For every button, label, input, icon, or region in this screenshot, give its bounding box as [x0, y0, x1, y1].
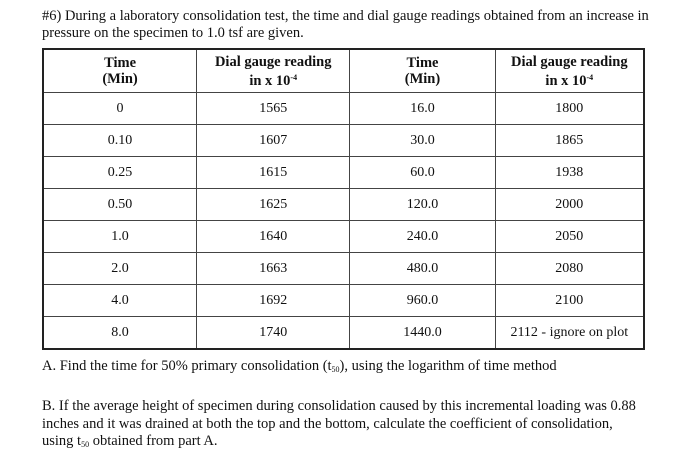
table-row: [43, 189, 644, 221]
data-table: [42, 48, 645, 350]
problem-statement: #6) During a laboratory consolidation test, the time and dial gauge readings obtained from an increase in pressure on the specimen to 1.0 tsf are given.: [42, 8, 649, 41]
table-cell: 960.0: [350, 285, 495, 317]
table-cell: 2080: [495, 253, 644, 285]
table-cell: 1740: [197, 317, 350, 350]
table-cell: 1615: [197, 157, 350, 189]
table-cell: 2000: [495, 189, 644, 221]
table-cell: 1440.0: [350, 317, 495, 350]
table-cell: 16.0: [350, 93, 495, 125]
table-cell: 1938: [495, 157, 644, 189]
table-cell: 1565: [197, 93, 350, 125]
table-row: [43, 285, 644, 317]
table-row: [43, 317, 644, 350]
table-row: [43, 157, 644, 189]
header-dial-1: Dial gauge reading in x $10^{-4}$: [197, 49, 350, 93]
table-cell: 8.0: [43, 317, 197, 350]
table-cell: 2100: [495, 285, 644, 317]
table-body: [43, 93, 644, 350]
table-cell: 2.0: [43, 253, 197, 285]
table-cell: 30.0: [350, 125, 495, 157]
table-cell: 120.0: [350, 189, 495, 221]
table-cell: 60.0: [350, 157, 495, 189]
table-cell: 1640: [197, 221, 350, 253]
table-row: [43, 253, 644, 285]
table-cell: 1663: [197, 253, 350, 285]
table-cell: 4.0: [43, 285, 197, 317]
table-cell: 1.0: [43, 221, 197, 253]
table-cell: 0.50: [43, 189, 197, 221]
table-cell: 480.0: [350, 253, 495, 285]
table-cell: 2112 - ignore on plot: [495, 317, 644, 350]
header-time-1: Time (Min): [43, 49, 197, 93]
table-cell: 1607: [197, 125, 350, 157]
table-header-row: [43, 49, 644, 93]
question-b: B. If the average height of specimen during consolidation caused by this incremental loading was 0.88 inches and it was drained at both the top and the bottom, calculate the coefficient of consolidation, using $t_{50}$ obtained from part A.: [42, 398, 636, 449]
table-row: [43, 221, 644, 253]
table-cell: 1865: [495, 125, 644, 157]
table-cell: 0.25: [43, 157, 197, 189]
table-cell: 0.10: [43, 125, 197, 157]
header-time-2: Time (Min): [350, 49, 495, 93]
table-cell: 1625: [197, 189, 350, 221]
table-cell: 240.0: [350, 221, 495, 253]
header-dial-2: Dial gauge reading in x $10^{-4}$: [495, 49, 644, 93]
table-row: [43, 93, 644, 125]
table-cell: 1800: [495, 93, 644, 125]
table-cell: 0: [43, 93, 197, 125]
table-cell: 2050: [495, 221, 644, 253]
question-a: A. Find the time for 50% primary consolidation $(t_{50})$, using the logarithm of time method: [42, 358, 557, 374]
table-cell: 1692: [197, 285, 350, 317]
table-row: [43, 125, 644, 157]
